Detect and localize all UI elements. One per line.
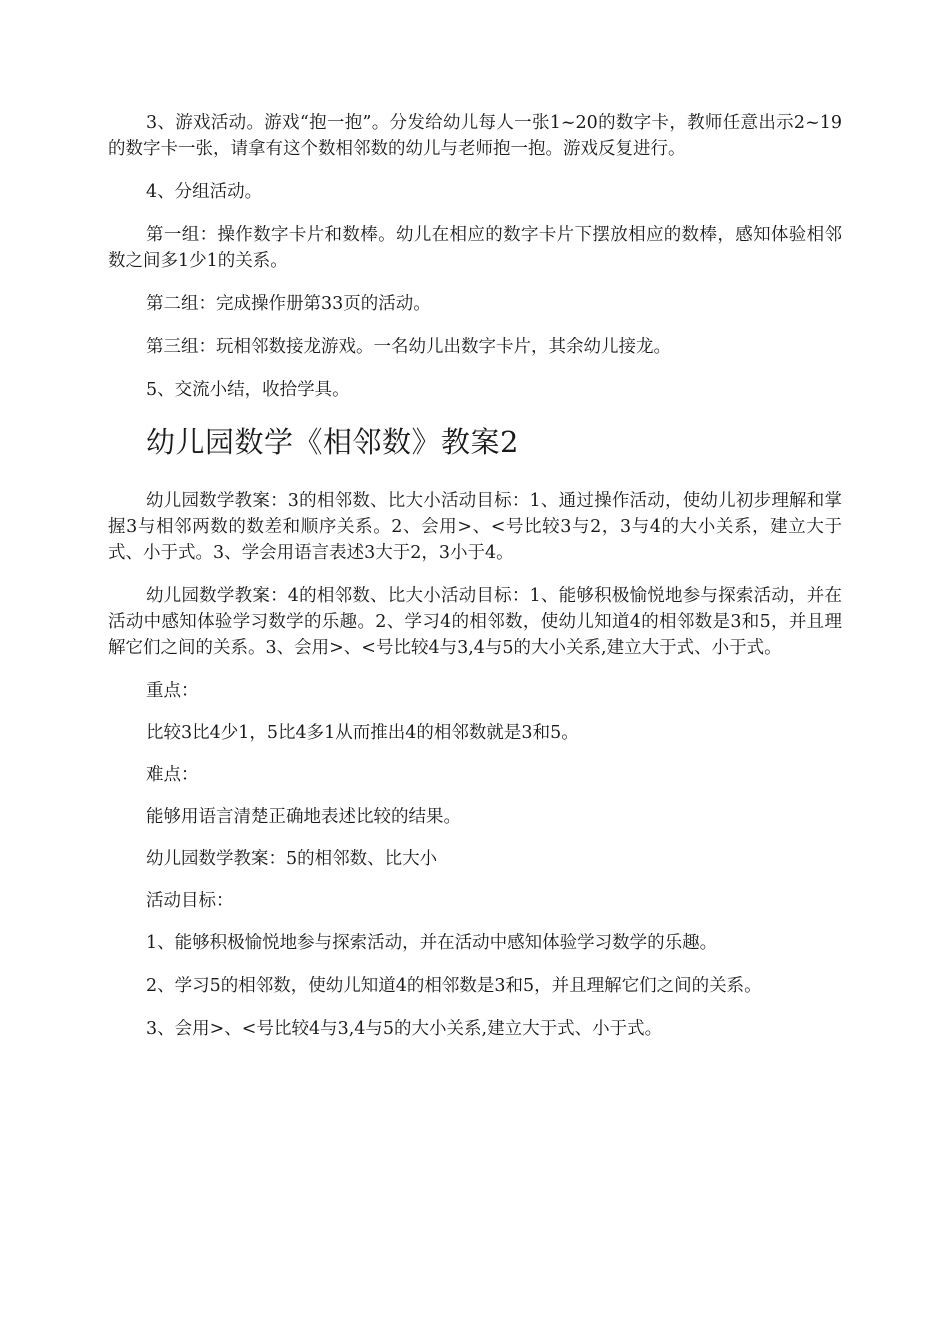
document-page	[108, 110, 842, 1059]
paragraph-summary: 5、交流小结，收拾学具。	[146, 380, 350, 400]
paragraph-key-point: 比较3比4少1，5比4多1从而推出4的相邻数就是3和5。	[146, 723, 579, 743]
paragraph-objective-3: 3、会用>、<号比较4与3,4与5的大小关系,建立大于式、小于式。	[146, 1019, 663, 1039]
paragraph-key-point-label: 重点：	[146, 681, 199, 701]
paragraph-difficulty: 能够用语言清楚正确地表述比较的结果。	[146, 807, 461, 827]
paragraph-objective-2: 2、学习5的相邻数，使幼儿知道4的相邻数是3和5，并且理解它们之间的关系。	[146, 976, 762, 996]
paragraph-objective-1: 1、能够积极愉悦地参与探索活动，并在活动中感知体验学习数学的乐趣。	[146, 933, 718, 953]
section-heading: 幼儿园数学《相邻数》教案2	[146, 425, 519, 459]
paragraph-group-activity: 4、分组活动。	[146, 182, 263, 202]
paragraph-group-three: 第三组：玩相邻数接龙游戏。一名幼儿出数字卡片，其余幼儿接龙。	[146, 337, 671, 357]
paragraph-lesson-5-title: 幼儿园数学教案：5的相邻数、比大小	[146, 849, 438, 869]
paragraph-lesson-3: 幼儿园数学教案：3的相邻数、比大小活动目标：1、通过操作活动，使幼儿初步理解和掌握3与相邻两数的数差和顺序关系。2、会用>、<号比较3与2，3与4的大小关系，建立大于式、小于式。3、学会用语言表述3大于2，3小于4。	[108, 491, 842, 563]
paragraph-game-activity: 3、游戏活动。游戏“抱一抱”。分发给幼儿每人一张1~20的数字卡，教师任意出示2~19的数字卡一张，请拿有这个数相邻数的幼儿与老师抱一抱。游戏反复进行。	[108, 113, 842, 159]
paragraph-objectives-label: 活动目标：	[146, 891, 234, 911]
paragraph-difficulty-label: 难点：	[146, 765, 199, 785]
paragraph-group-one: 第一组：操作数字卡片和数棒。幼儿在相应的数字卡片下摆放相应的数棒，感知体验相邻数之间多1少1的关系。	[108, 225, 842, 271]
paragraph-group-two: 第二组：完成操作册第33页的活动。	[146, 294, 431, 314]
paragraph-lesson-4: 幼儿园数学教案：4的相邻数、比大小活动目标：1、能够积极愉悦地参与探索活动，并在活动中感知体验学习数学的乐趣。2、学习4的相邻数，使幼儿知道4的相邻数是3和5，并且理解它们之间的关系。3、会用>、<号比较4与3,4与5的大小关系,建立大于式、小于式。	[108, 586, 842, 658]
